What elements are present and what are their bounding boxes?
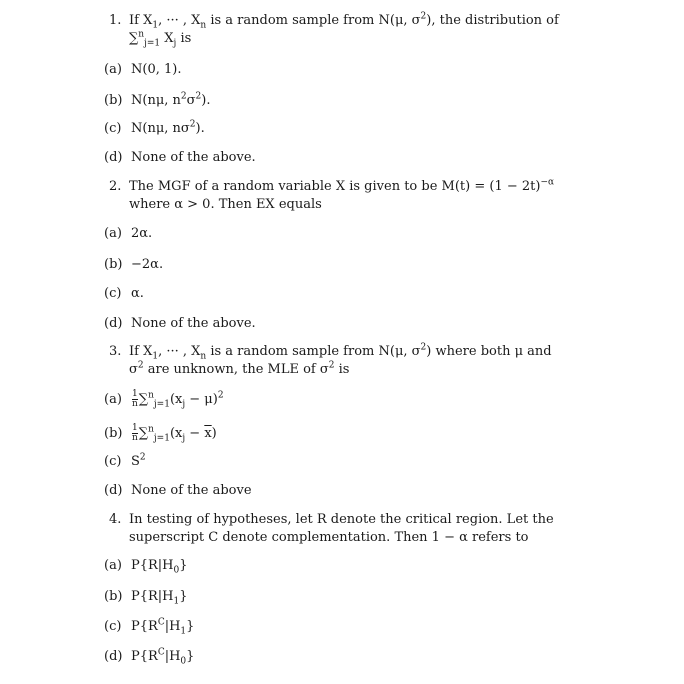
question-1	[109, 12, 569, 48]
option-4c: (c) $P\{R^C|H_1\}$	[104, 617, 195, 637]
option-3b: (b) $\frac{1}{n}$ $\sum^n_{j=1}(x_j - \overline{x})$	[104, 423, 217, 444]
question-4	[109, 511, 569, 547]
question-number: 3.	[109, 344, 122, 359]
option-4a: (a) $P\{R|H_0\}$	[104, 558, 188, 576]
option-1a: (a) N(0, 1).	[104, 62, 182, 77]
option-3d: (d) None of the above	[104, 483, 252, 498]
option-1b: (b) N(nμ, $n^2\sigma^2$).	[104, 91, 211, 108]
question-3	[109, 343, 569, 379]
option-4b: (b) $P\{R|H_1\}$	[104, 589, 188, 607]
option-2b: (b) −2α.	[104, 257, 164, 272]
option-1c: (c) N(nμ, $n\sigma^2$).	[104, 119, 205, 136]
question-text: If $X_1$, ··· , $X_n$ is a random sample from N(μ, $\sigma^2$), the distribution of ∑$^n_{j=1}$ $X_j$ is	[129, 11, 559, 49]
question-number: 4.	[109, 512, 122, 527]
question-text: The MGF of a random variable X is given to be $M(t) = (1 - 2t)^{-\alpha}$ where α > 0. Then EX equals	[129, 177, 555, 212]
question-2	[109, 178, 569, 214]
question-text: In testing of hypotheses, let R denote the critical region. Let the superscript C denote complementation. Then 1 − α refers to	[129, 512, 554, 545]
option-3c: (c) $S^2$	[104, 452, 146, 469]
question-number: 2.	[109, 179, 122, 194]
option-4d: (d) $P\{R^C|H_0\}$	[104, 647, 195, 667]
option-2d: (d) None of the above.	[104, 316, 256, 331]
question-number: 1.	[109, 13, 122, 28]
option-2c: (c) α.	[104, 286, 144, 301]
question-text: If $X_1$, ··· , $X_n$ is a random sample from N(μ, $\sigma^2$) where both μ and $\sigma^2$ are unknown, the MLE of $\sigma^2$ is	[129, 342, 552, 377]
option-2a: (a) 2α.	[104, 226, 153, 241]
option-3a: (a) $\frac{1}{n}$ $\sum^n_{j=1}(x_j - \mu)^2$	[104, 389, 224, 410]
option-1d: (d) None of the above.	[104, 150, 256, 165]
